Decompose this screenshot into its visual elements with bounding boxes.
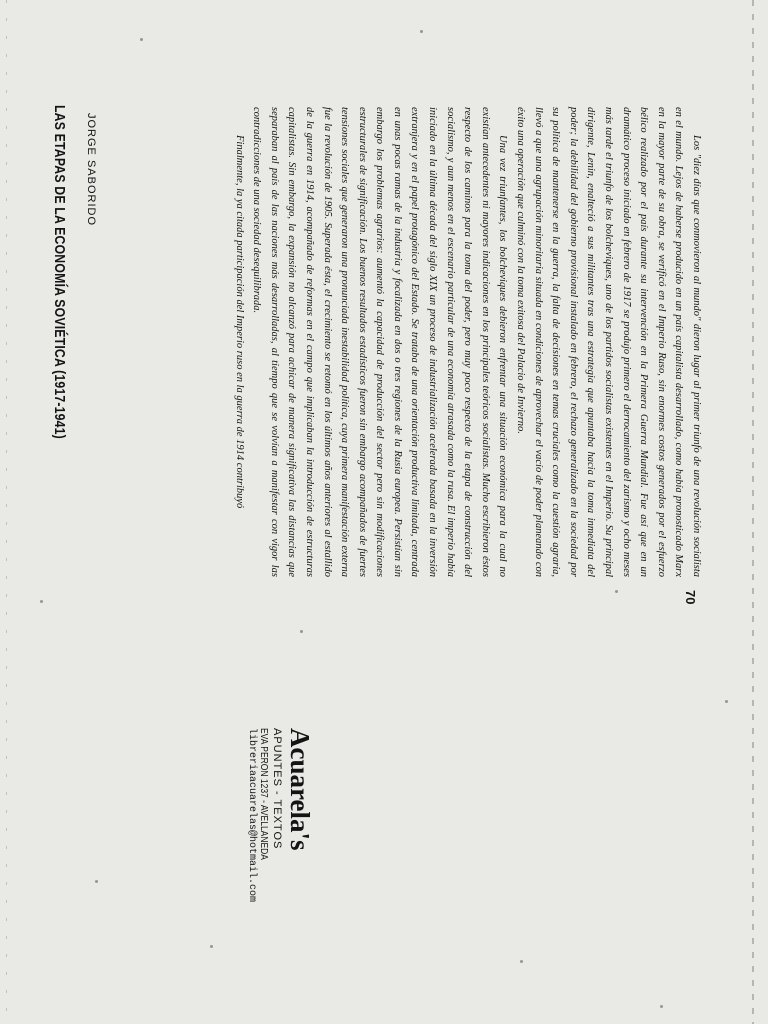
scan-speck: [300, 630, 303, 633]
paragraph: Los "diez días que conmovieron al mundo" dieron lugar al primer triunfo de una revolución socialista en el mundo. Lejos de haberse producido en un país capitalista desarrollado, como había pronosticado Marx en la mayor parte de su obra, se verificó en el Imperio Ruso, sin enormes costos generados por el esfuerzo bélico realizado por el país durante su intervención en la Primera Guerra Mundial. Fue así que en un dramático proceso iniciado en febrero de 1917 se produjo primero el derrocamiento del zarismo y ocho meses más tarde el triunfo de los bolcheviques, uno de los partidos socialistas existentes en el Imperio. Su principal dirigente, Lenin, enalteció a sus militantes tras una estrategia que apuntaba hacia la toma inmediata del poder; la debilidad del gobierno provisional instalado en febrero, el rechazo generalizado en la sociedad por su política de mantenerse en la guerra, la falta de decisiones en temas cruciales como la cuestión agraria, llevó a que una agrupación minoritaria situada en condiciones de aprovechar el vacío de poder planeando con éxito una operación que culminó con la toma exitosa del Palacio de Invierno.: [515, 107, 702, 577]
scan-speck: [725, 700, 728, 703]
publisher-stamp: [245, 728, 315, 903]
scan-speck: [520, 960, 523, 963]
paragraph: Finalmente, la ya citada participación del Imperio ruso en la guerra de 1914 contribuyó: [233, 135, 245, 509]
publisher-name: Acuarela's: [285, 728, 315, 851]
publisher-email: libreriaacuarelas@hotmail.com: [246, 728, 257, 903]
scan-speck: [95, 880, 98, 883]
article-body: [230, 107, 705, 577]
scan-speck: [210, 945, 213, 948]
author-name: JORGE SABORIDO: [85, 113, 97, 227]
page-edge-left: [6, 0, 7, 1024]
paragraph: Una vez triunfantes, los bolcheviques debieron enfrentar una situación económica para la cual no existían antecedentes ni mayores indicaciones en los principales teóricos socialistas. Mucho escribieron éstos respecto de los caminos para la toma del poder, pero muy poco respecto de la etapa de construcción del socialismo, y aun menos en el escenario particular de una economía atrasada como la rusa. El imperio había iniciado en la última década del siglo XIX un proceso de industrialización acelerada basada en la inversión extranjera y en el papel protagónico del Estado. Se trataba de una orientación productiva limitada, centrada en unas pocas ramas de la industria y focalizada en dos o tres regiones de la Rusia europea. Persistían sin embargo los problemas agrarios: aumentó la capacidad de producción del sector pero sin modificaciones estructurales de significación. Los buenos resultados estadísticos fueron sin embargo acompañados de fuertes tensiones sociales que generaron una pronunciada inestabilidad política, cuya primera manifestación externa fue la revolución de 1905. Superada ésta, el crecimiento se retomó en los últimos años anteriores al estallido de la guerra en 1914, acompañado de reformas en el campo que implicaban la introducción de estructuras capitalistas. Sin embargo, la expansión no alcanzó para achicar de manera significativa las distancias que separaban al país de las naciones más desarrolladas, al tiempo que se volvían a manifestar con vigor las contradicciones de una sociedad desequilibrada.: [251, 107, 509, 577]
page-number: 70: [683, 590, 698, 605]
scan-speck: [615, 590, 618, 593]
scan-speck: [420, 30, 423, 33]
scan-speck: [660, 1005, 663, 1008]
scan-speck: [140, 38, 143, 41]
page-edge-right: [752, 0, 754, 1024]
scan-speck: [40, 600, 43, 603]
article-title: LAS ETAPAS DE LA ECONOMÍA SOVIÉTICA (1917-1941): [51, 105, 68, 439]
publisher-subtitle: APUNTES - TEXTOS: [271, 728, 283, 850]
publisher-address: EVA PERON 1237 - AVELLANEDA: [258, 728, 269, 860]
